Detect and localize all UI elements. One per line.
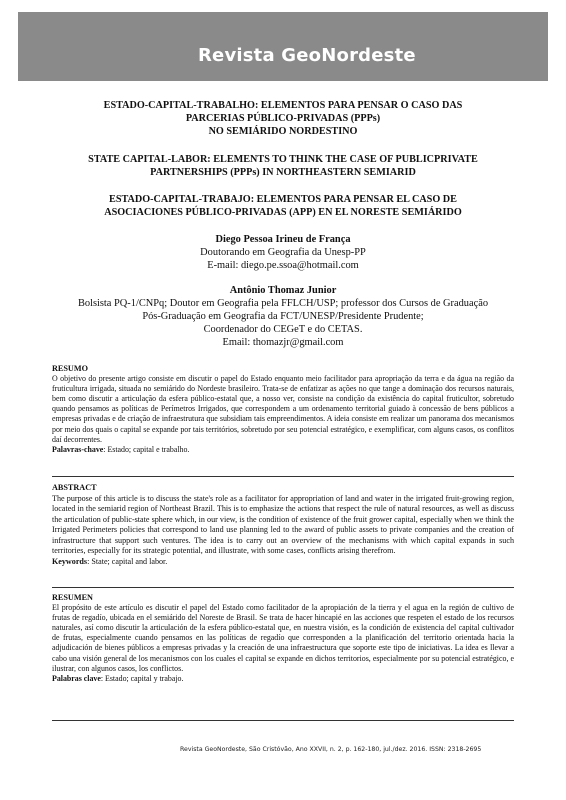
keywords-value: : State; capital and labor. xyxy=(87,556,168,566)
keywords-value: : Estado; capital e trabalho. xyxy=(103,444,190,454)
keywords-value: : Estado; capital y trabajo. xyxy=(100,673,184,683)
resumen-section xyxy=(52,593,514,684)
abstract-text: The purpose of this article is to discuss the state's role as a facilitator for appropriation of land and water in the irrigated fruit-growing region, located in the semiarid region of Northeast Brazil. This is to emphasize the actions that respect the rule of natural resources, as well as discuss the articulation of public-state sphere which, in our view, is the condition of existence of the fruit grower capital, especially when we think the Irrigated Perimeters policies that correspond to land use planning led to the award of public assets to private companies and the creation of infrastructure that support such ventures. The idea is to carry out an overview of the mechanisms with which capital expands in such territories, especially for its strategic potential, and illustrate, with some cases, conflicts arising therefrom. xyxy=(52,493,514,555)
section-divider xyxy=(52,720,514,721)
title-portuguese xyxy=(40,99,526,138)
author-name: Diego Pessoa Irineu de França xyxy=(215,234,351,245)
abstract-section xyxy=(52,483,514,567)
author-1 xyxy=(30,233,536,272)
resumen-keywords xyxy=(52,674,514,684)
keywords-label: Palabras clave xyxy=(52,673,101,683)
title-line: ASOCIACIONES PÚBLICO-PRIVADAS (APP) EN EL NORESTE SEMIÁRIDO xyxy=(104,207,462,218)
title-line: ESTADO-CAPITAL-TRABALHO: ELEMENTOS PARA PENSAR O CASO DAS xyxy=(103,100,463,111)
abstract-keywords xyxy=(52,557,514,568)
keywords-label: Palavras-chave xyxy=(52,444,104,454)
author-affiliation: Coordenador do CEGeT e do CETAS. xyxy=(203,324,363,335)
title-line: PARTNERSHIPS (PPPs) IN NORTHEASTERN SEMIARID xyxy=(150,167,416,178)
author-affiliation: Doutorando em Geografia da Unesp-PP xyxy=(200,247,366,258)
resumen-text: El propósito de este artículo es discutir el papel del Estado como facilitador de la apropiación de la tierra y el agua en la región de cultivo de frutas de regadío, ubicada en el semiárido del Noreste de Brasil. Se trata de hacer hincapié en las acciones que respeten el estado de los recursos naturales, así como discutir la articulación de la esfera público-estatal que, en nuestra visión, es la condición de existencia del capital cultivador de frutas, especialmente cuando pensamos en las políticas de regadío que corresponden a la planificación del territorio orientada hacia la adjudicación de bienes públicos a empresas privadas y la creación de una infraestructura que soporte este tipo de iniciativas. La idea es llevar a cabo una visión general de los mecanismos con los cuales el capital se expande en dichos territorios, especialmente por su potencial estratégico, e ilustrar, con algunos casos, los conflictos. xyxy=(52,603,514,673)
author-affiliation: Pós-Graduação em Geografia da FCT/UNESP/Presidente Prudente; xyxy=(142,311,424,322)
resumo-text: O objetivo do presente artigo consiste em discutir o papel do Estado enquanto meio facilitador para apropriação da terra e da água na região da fruticultura irrigada, situada no semiárido do Nordeste brasileiro. Trata-se de enfatizar as ações no que tange a dominação dos recursos naturais, bem como discutir a articulação da esfera público-estatal que, a nosso ver, consiste na condição da existência do capital fruticultor, sobretudo quando pensamos as políticas de Perímetros Irrigados, que correspondem a um ordenamento territorial guiado à concessão de bens públicos a empresas privadas e de criação de infraestrutura que subsidiam tais empreendimentos. A ideia consiste em realizar um panorama dos mecanismos por meio dos quais o capital se expande por tais territórios, sobretudo por seu potencial estratégico, e exemplificar, com alguns casos, os conflitos daí decorrentes. xyxy=(52,374,514,444)
author-affiliation: Bolsista PQ-1/CNPq; Doutor em Geografia pela FFLCH/USP; professor dos Cursos de Graduação xyxy=(77,298,489,309)
author-2 xyxy=(30,284,536,349)
author-email: Email: thomazjr@gmail.com xyxy=(222,337,344,348)
title-line: ESTADO-CAPITAL-TRABAJO: ELEMENTOS PARA PENSAR EL CASO DE xyxy=(109,194,457,205)
title-english xyxy=(40,153,526,179)
resumen-heading: RESUMEN xyxy=(52,593,93,602)
section-divider xyxy=(52,587,514,588)
abstract-heading: ABSTRACT xyxy=(52,483,97,492)
author-email: E-mail: diego.pe.ssoa@hotmail.com xyxy=(207,260,359,271)
section-divider xyxy=(52,476,514,477)
journal-name: Revista GeoNordeste xyxy=(198,45,416,66)
journal-banner xyxy=(18,12,548,81)
title-line: STATE CAPITAL-LABOR: ELEMENTS TO THINK THE CASE OF PUBLICPRIVATE xyxy=(88,154,478,165)
page-footer: Revista GeoNordeste, São Cristóvão, Ano XXVII, n. 2, p. 162-180, jul./dez. 2016. ISSN: 2318-2695 xyxy=(180,746,482,753)
author-name: Antônio Thomaz Junior xyxy=(229,285,337,296)
title-line: NO SEMIÁRIDO NORDESTINO xyxy=(208,126,358,137)
keywords-label: Keywords xyxy=(52,556,88,566)
resumo-heading: RESUMO xyxy=(52,364,88,373)
title-spanish xyxy=(40,193,526,219)
title-line: PARCERIAS PÚBLICO-PRIVADAS (PPPs) xyxy=(185,113,381,124)
resumo-section xyxy=(52,364,514,455)
resumo-keywords xyxy=(52,445,514,455)
